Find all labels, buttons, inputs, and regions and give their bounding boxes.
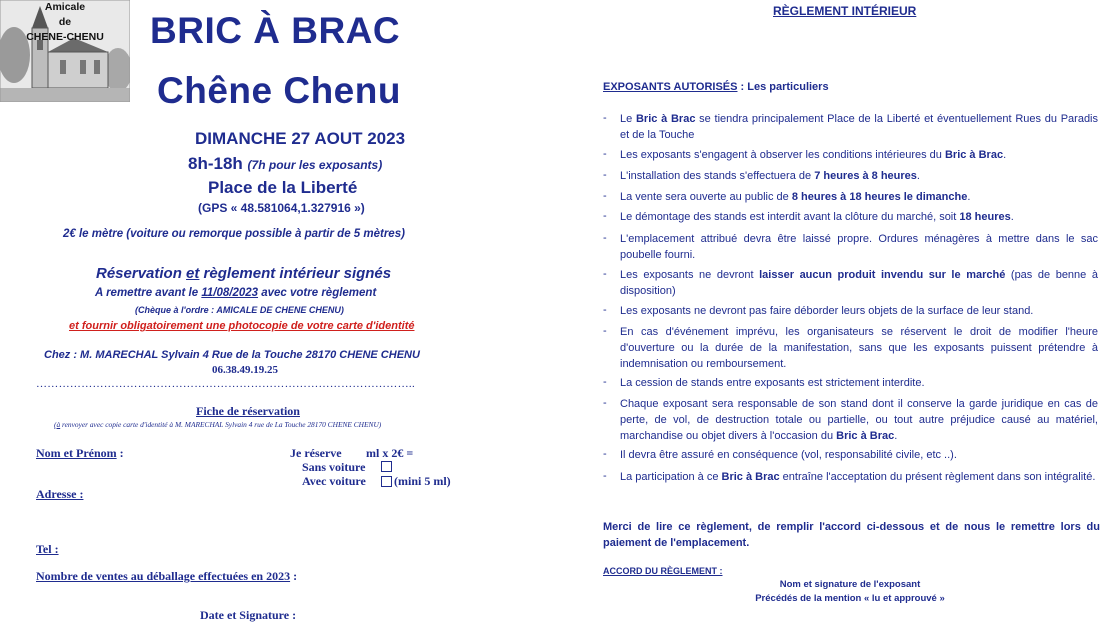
- field-nom-label: Nom et Prénom: [36, 446, 117, 460]
- mini-note: (mini 5 ml): [394, 474, 451, 488]
- rule-text: La participation à ce Bric à Brac entraîne l'acceptation du présent règlement dans son intégralité.: [620, 471, 1096, 483]
- rule-emphasis: 7 heures à 8 heures: [814, 170, 917, 182]
- separator-dots: ………………………………………………………………………………………..: [36, 378, 415, 390]
- exposants-value: : Les particuliers: [737, 81, 829, 93]
- rule-emphasis: Bric à Brac: [836, 429, 895, 442]
- event-date: DIMANCHE 27 AOUT 2023: [195, 129, 406, 148]
- rule-bullet: -: [603, 376, 607, 388]
- contact-address: Chez : M. MARECHAL Sylvain 4 Rue de la Touche 28170 CHENE CHENU: [44, 349, 420, 361]
- rule-bullet: -: [603, 190, 607, 202]
- logo-text-chene-chenu: CHENE-CHENU: [26, 31, 104, 43]
- fiche-note-rest: renvoyer avec copie carte d'identité à M. MARECHAL Sylvain 4 rue de La Touche 28170 CHENE CHENU): [60, 420, 382, 429]
- rule-text: Les exposants ne devront laisser aucun produit invendu sur le marché (pas de benne à disposition): [620, 269, 1098, 297]
- field-adresse[interactable]: Adresse :: [36, 487, 84, 501]
- rule-bullet: -: [603, 148, 607, 160]
- rule-emphasis: Bric à Brac: [944, 149, 1004, 161]
- fiche-note: [54, 420, 381, 429]
- cheque-info: (Chèque à l'ordre : AMICALE DE CHENE CHENU): [135, 305, 344, 315]
- rule-emphasis: 18 heures: [959, 211, 1011, 223]
- rule-text: Les exposants ne devront pas faire déborder leurs objets de la surface de leur stand.: [620, 305, 1034, 317]
- reserve-calc[interactable]: ml x 2€ =: [366, 446, 414, 460]
- rule-text: La vente sera ouverte au public de 8 heures à 18 heures le dimanche.: [620, 191, 971, 203]
- sans-voiture-label: Sans voiture: [302, 460, 366, 474]
- rule-text: L'installation des stands s'effectuera de 7 heures à 8 heures.: [620, 170, 920, 182]
- rule-text: L'emplacement attribué devra être laissé propre. Ordures ménagères à mettre dans le sac poubelle fourni.: [620, 233, 1098, 261]
- rule-text: Il devra être assuré en conséquence (vol, responsabilité civile, etc ..).: [620, 449, 957, 461]
- flyer-title-bric-a-brac: BRIC À BRAC: [150, 10, 401, 51]
- remettre-date: 11/08/2023: [201, 287, 259, 299]
- field-ventes[interactable]: [36, 569, 297, 584]
- rule-text: Le Bric à Brac se tiendra principalement Place de la Liberté et éventuellement Rues du Paradis et de la Touche: [620, 113, 1098, 141]
- rule-bullet: -: [603, 325, 607, 337]
- rule-bullet: -: [603, 397, 607, 409]
- reservation-pre: Réservation: [96, 265, 187, 282]
- rule-bullet: -: [603, 112, 607, 124]
- flyer-title-chene-chenu: Chêne Chenu: [157, 70, 401, 111]
- event-hours-note: (7h pour les exposants): [247, 158, 383, 172]
- rule-bullet: -: [603, 470, 607, 482]
- event-place: Place de la Liberté: [208, 178, 358, 197]
- identity-requirement: et fournir obligatoirement une photocopie de votre carte d'identité: [69, 320, 415, 332]
- price-info: 2€ le mètre (voiture ou remorque possible à partir de 5 mètres): [63, 228, 405, 240]
- merci-text: Merci de lire ce règlement, de remplir l'accord ci-dessous et de nous le remettre lors du paiement de l'emplacement.: [603, 521, 1100, 549]
- logo-text-amicale: Amicale: [44, 1, 86, 13]
- field-tel[interactable]: Tel :: [36, 542, 59, 556]
- field-nom-colon: :: [116, 446, 124, 460]
- sans-voiture-checkbox[interactable]: [381, 461, 392, 472]
- rule-bullet: -: [603, 304, 607, 316]
- rule-text: En cas d'événement imprévu, les organisateurs se réservent le droit de modifier l'heure d'ouverture ou la durée de la manifestation, sans que les exposants puissent prétendre à indemnisation ou remboursement.: [620, 326, 1098, 370]
- rules-title: RÈGLEMENT INTÉRIEUR: [773, 4, 917, 18]
- event-hours: [188, 154, 382, 174]
- rule-bullet: -: [603, 448, 607, 460]
- rule-emphasis: laisser aucun produit invendu sur le marché: [759, 269, 1006, 281]
- logo-text-de: de: [58, 16, 72, 28]
- rule-text: Les exposants s'engagent à observer les conditions intérieures du Bric à Brac.: [620, 149, 1007, 161]
- rule-emphasis: Bric à Brac: [721, 471, 780, 483]
- exposants-label: EXPOSANTS AUTORISÉS: [603, 81, 738, 93]
- rule-bullet: -: [603, 268, 607, 280]
- rule-text: Chaque exposant sera responsable de son stand dont il conserve la garde juridique en cas de perte, de vol, de destruction totale ou partielle, ou tout autre préjudice causé au matériel, marchandise ou objet divers à l'occasion du Bric à Brac.: [620, 398, 1098, 442]
- signature-line-1: Nom et signature de l'exposant: [779, 579, 921, 590]
- avec-voiture-checkbox[interactable]: [381, 476, 392, 487]
- fiche-note-a: (à: [54, 420, 61, 429]
- rule-text: Le démontage des stands est interdit avant la clôture du marché, soit 18 heures.: [620, 211, 1014, 223]
- field-ventes-colon: :: [290, 569, 298, 583]
- rule-emphasis: 8 heures à 18 heures le dimanche: [791, 191, 968, 203]
- amicale-logo: [0, 0, 130, 102]
- rule-bullet: -: [603, 232, 607, 244]
- exposants-autorises: [603, 81, 829, 93]
- reservation-et: et: [186, 265, 200, 282]
- rule-text: La cession de stands entre exposants est strictement interdite.: [620, 377, 925, 389]
- reservation-post: règlement intérieur signés: [199, 265, 392, 282]
- remettre-post: avec votre règlement: [258, 287, 377, 299]
- field-nom-prenom[interactable]: [36, 446, 124, 461]
- reservation-heading: [96, 265, 391, 282]
- avec-voiture-label: Avec voiture: [302, 474, 366, 488]
- event-hours-value: 8h-18h: [188, 154, 243, 173]
- field-signature[interactable]: Date et Signature :: [200, 608, 297, 622]
- signature-line-2: Précédés de la mention « lu et approuvé »: [755, 593, 945, 604]
- field-ventes-label: Nombre de ventes au déballage effectuées en 2023: [36, 569, 291, 583]
- fiche-title: Fiche de réservation: [196, 404, 300, 418]
- remettre-pre: A remettre avant le: [95, 287, 202, 299]
- rule-bullet: -: [603, 210, 607, 222]
- rule-emphasis: Bric à Brac: [635, 113, 696, 125]
- accord-label: ACCORD DU RÈGLEMENT :: [603, 566, 723, 576]
- event-gps: (GPS « 48.581064,1.327916 »): [198, 201, 365, 215]
- remettre-info: [95, 287, 376, 299]
- rule-bullet: -: [603, 169, 607, 181]
- contact-phone: 06.38.49.19.25: [212, 364, 278, 376]
- reserve-label: Je réserve: [290, 446, 342, 460]
